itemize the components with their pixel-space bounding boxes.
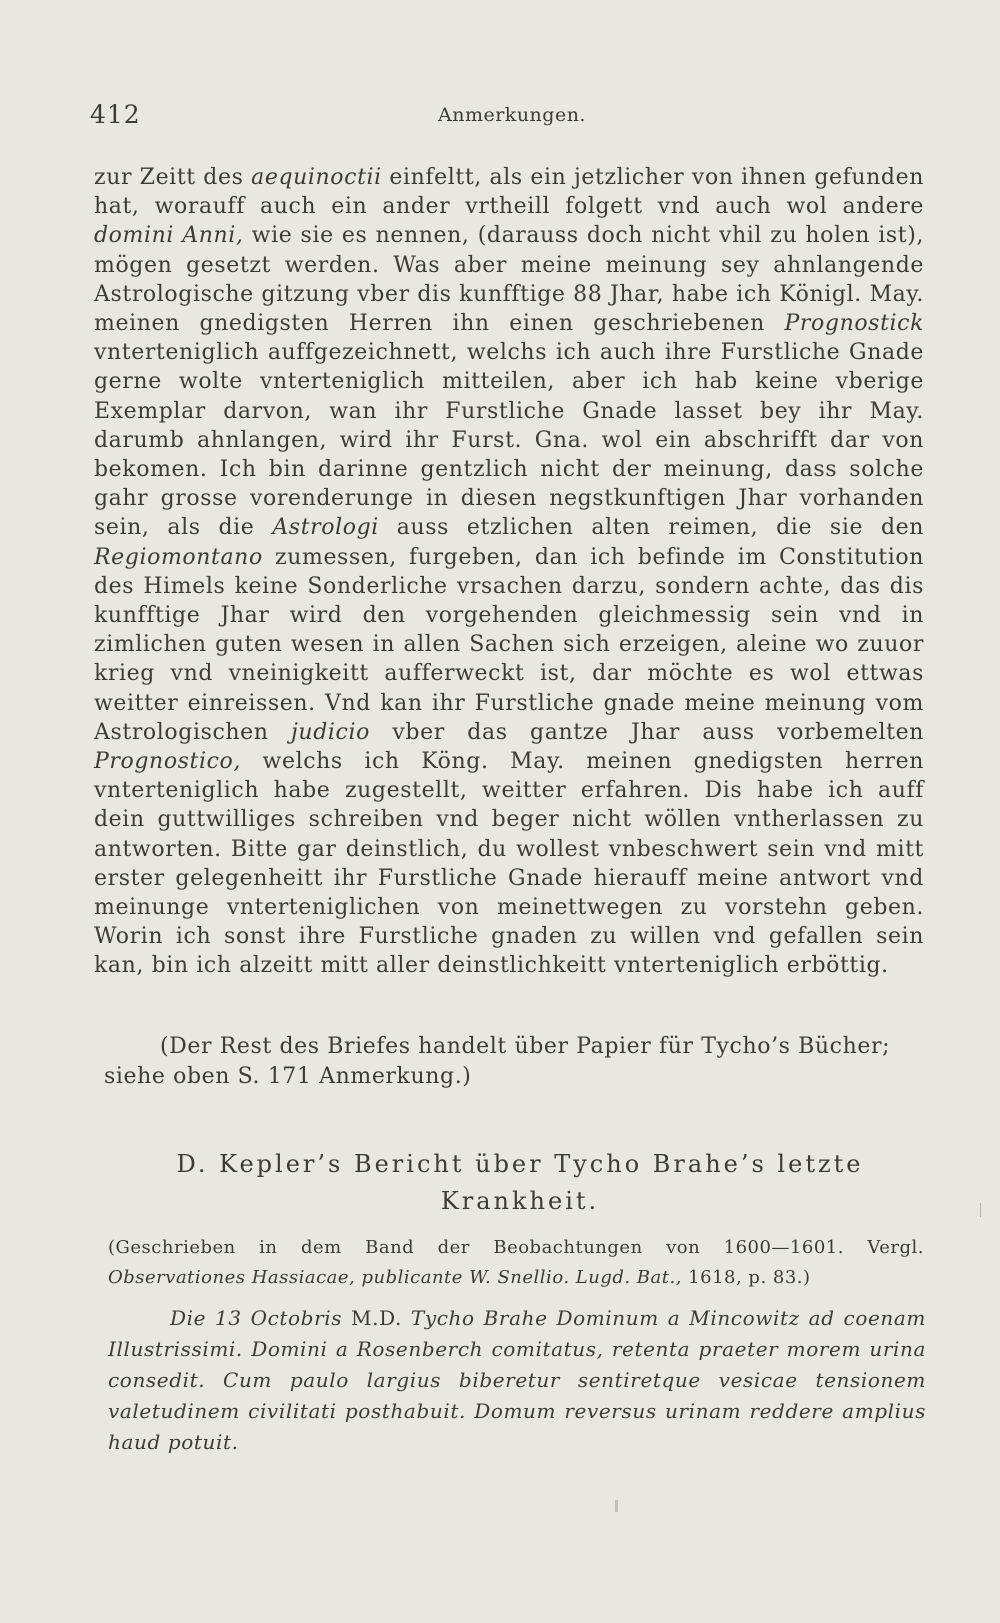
italic-term: Regiomontano xyxy=(94,544,263,570)
text-segment: vber das gantze Jhar auss vorbemelten xyxy=(369,719,924,745)
italic-term: Prognostick xyxy=(784,311,924,337)
source-note xyxy=(108,1233,924,1293)
text-segment: zur Zeitt des xyxy=(94,165,252,190)
italic-term: aequinoctii xyxy=(251,165,382,190)
text-segment: zumessen, furgeben, dan ich befinde im Constitution des Himels keine Sonderliche vrsachen darzu, sondern achte, das dis kunfftige Jhar wird den vorgehenden gleichmessig sein vnd in zimlichen guten wesen in allen Sachen sich erzeigen, aleine wo zuuor krieg vnd vneinigkeitt aufferweckt ist, dar möchte es wol ettwas weitter einreissen. Vnd kan ihr Furstliche gnade meine meinung vom Astrologischen xyxy=(94,544,924,745)
editorial-note: (Der Rest des Briefes handelt über Papier für Tycho’s Bücher; siehe oben S. 171 Anmerkung.) xyxy=(104,1034,891,1089)
letter-text xyxy=(94,163,924,981)
italic-citation: Observationes Hassiacae, publicante W. Snellio. Lugd. Bat., xyxy=(108,1267,682,1288)
italic-term: Astrologi xyxy=(272,515,379,541)
text-segment: einfeltt, als ein jetzlicher von ihnen gefunden hat, worauff auch ein ander vrtheill folgett vnd auch wol andere xyxy=(94,165,924,220)
text-segment: auss etzlichen alten reimen, die sie den xyxy=(378,515,925,541)
text-segment: (Geschrieben in dem Band der Beobachtungen von 1600—1601. Vergl. xyxy=(108,1237,924,1258)
italic-text: Die 13 Octobris xyxy=(170,1306,343,1330)
margin-mark xyxy=(980,1203,981,1217)
text-segment: vnterteniglich auffgezeichnett, welchs ich auch ihre Furstliche Gnade gerne wolte vnterteniglich mitteilen, aber ich hab keine vberige Exemplar darvon, wan ihr Furstliche Gnade lasset bey ihr May. darumb ahnlangen, wird ihr Furst. Gna. wol ein abschrifft dar von bekomen. Ich bin darinne gentzlich nicht der meinung, dass solche gahr grosse vorenderunge in diesen negstkunftigen Jhar vorhanden sein, als die xyxy=(94,340,924,541)
latin-paragraph xyxy=(108,1303,926,1458)
roman-text: M.D. xyxy=(342,1306,411,1330)
page-number: 412 xyxy=(90,100,141,129)
section-heading xyxy=(110,1146,930,1220)
text-segment: 1618, p. 83.) xyxy=(681,1267,811,1288)
running-head: Anmerkungen. xyxy=(438,104,586,126)
italic-term: domini Anni, xyxy=(94,223,244,249)
paper-speck xyxy=(615,1500,618,1512)
italic-term: Prognostico, xyxy=(94,749,241,775)
text-segment: wie sie es nennen, (darauss doch nicht vhil zu holen ist), mögen gesetzt werden. Was aber meine meinung sey ahnlangende Astrologische gitzung vber dis kunfftige 88 Jhar, habe ich Königl. May. meinen gnedigsten Herren ihn einen geschriebenen xyxy=(94,223,924,337)
section-heading-line1: D. Kepler’s Bericht über Tycho Brahe’s letzte xyxy=(176,1150,864,1178)
italic-text: Tycho Brahe Dominum a Mincowitz ad coenam Illustrissimi. Domini a Rosenberch comitatus, retenta praeter morem urina consedit. Cum paulo largius biberetur sentiretque vesicae tensionem valetudinem civilitati posthabuit. Domum reversus urinam reddere amplius haud potuit. xyxy=(108,1306,926,1454)
text-segment: welchs ich Köng. May. meinen gnedigsten herren vnterteniglich habe zugestellt, weitter erfahren. Dis habe ich auff dein guttwilliges schreiben vnd beger nicht wöllen vntherlassen zu antworten. Bitte gar deinstlich, du wollest vnbeschwert sein vnd mitt erster gelegenheitt ihr Furstliche Gnade hierauff meine antwort vnd meinunge vnterteniglichen von meinettwegen zu vorstehn geben. Worin ich sonst ihre Furstliche gnaden zu willen vnd gefallen sein kan, bin ich alzeitt mitt aller deinstlichkeitt vnterteniglich erböttig. xyxy=(94,749,924,979)
letter-paragraph xyxy=(94,163,924,981)
italic-term: judicio xyxy=(291,719,370,745)
page-header xyxy=(90,100,920,136)
section-heading-line2: Krankheit. xyxy=(440,1187,600,1215)
